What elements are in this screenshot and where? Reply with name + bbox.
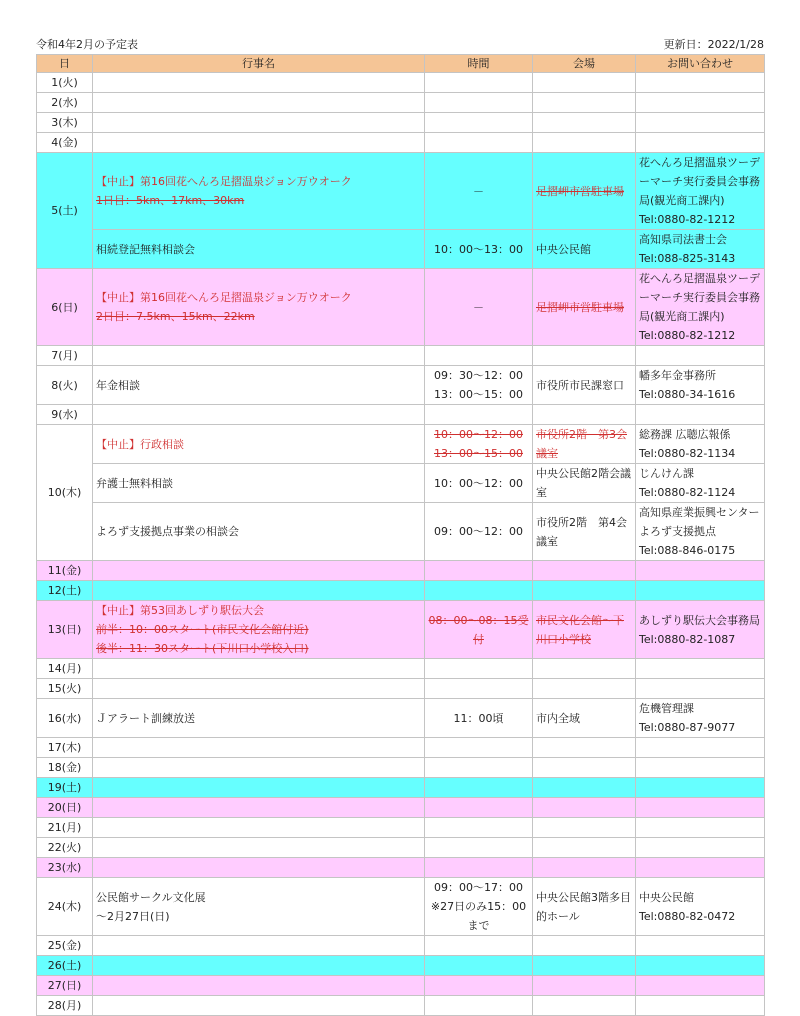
day-cell: 20(日)	[37, 798, 93, 818]
contact-cell	[636, 798, 765, 818]
updated-date: 更新日：2022/1/28	[663, 38, 764, 51]
top-bar	[36, 38, 764, 52]
day-cell: 25(金)	[37, 936, 93, 956]
time-cell: －	[425, 153, 533, 230]
table-row	[37, 153, 765, 230]
venue-cell: 市内全域	[533, 699, 636, 738]
day-cell: 4(金)	[37, 133, 93, 153]
time-line: 13：00～15：00	[434, 447, 523, 460]
time-cell	[425, 936, 533, 956]
time-cell	[425, 405, 533, 425]
day-cell: 24(木)	[37, 878, 93, 936]
day-cell: 16(水)	[37, 699, 93, 738]
contact-org: 高知県産業振興センターよろず支援拠点	[639, 506, 760, 538]
table-row	[37, 269, 765, 346]
table-row	[37, 778, 765, 798]
time-line: 09：00～17：00	[434, 881, 523, 894]
event-cell	[93, 601, 425, 659]
venue-cell: 中央公民館	[533, 230, 636, 269]
day-cell: 3(木)	[37, 113, 93, 133]
venue-cell	[533, 936, 636, 956]
event-cell	[93, 659, 425, 679]
contact-tel: Tel:0880-82-1212	[639, 329, 736, 342]
event-cell	[93, 679, 425, 699]
event-cell	[93, 858, 425, 878]
venue-cell	[533, 858, 636, 878]
contact-org: じんけん課	[639, 467, 694, 480]
contact-cell	[636, 405, 765, 425]
contact-tel: Tel:0880-82-0472	[639, 909, 736, 923]
table-row	[37, 561, 765, 581]
time-line: 10：00～12：00	[434, 428, 523, 441]
table-row	[37, 133, 765, 153]
venue-cell: 市役所市民課窓口	[533, 366, 636, 405]
contact-cell	[636, 758, 765, 778]
page-title: 令和4年2月の予定表	[36, 38, 138, 51]
day-cell: 15(火)	[37, 679, 93, 699]
time-cell	[425, 561, 533, 581]
venue-cell	[533, 976, 636, 996]
header-day: 日	[37, 55, 93, 73]
day-cell: 12(土)	[37, 581, 93, 601]
event-cell	[93, 153, 425, 230]
contact-org: あしずり駅伝大会事務局	[639, 613, 760, 627]
time-note: ※27日のみ15：00まで	[430, 900, 527, 932]
day-cell: 10(木)	[37, 425, 93, 561]
time-line: 09：30～12：00	[434, 369, 523, 382]
contact-cell	[636, 113, 765, 133]
time-cell	[425, 838, 533, 858]
event-cell	[93, 581, 425, 601]
venue-cell	[533, 405, 636, 425]
table-row	[37, 738, 765, 758]
venue-text: 市民文化会館～下川口小学校	[536, 613, 624, 646]
event-cell: よろず支援拠点事業の相談会	[93, 503, 425, 561]
contact-cell	[636, 366, 765, 405]
time-text: 08：00～08：15受付	[428, 613, 529, 646]
venue-cell	[533, 425, 636, 464]
table-row	[37, 818, 765, 838]
time-cell	[425, 758, 533, 778]
day-cell: 19(土)	[37, 778, 93, 798]
day-cell: 23(水)	[37, 858, 93, 878]
time-cell	[425, 679, 533, 699]
venue-cell	[533, 73, 636, 93]
venue-cell	[533, 561, 636, 581]
venue-cell	[533, 798, 636, 818]
venue-cell	[533, 269, 636, 346]
contact-tel: Tel:0880-87-9077	[639, 721, 736, 734]
venue-cell	[533, 581, 636, 601]
event-period: ～2月27日(日)	[96, 909, 170, 923]
event-cell	[93, 346, 425, 366]
table-row	[37, 346, 765, 366]
time-cell	[425, 581, 533, 601]
header-time: 時間	[425, 55, 533, 73]
day-cell: 17(木)	[37, 738, 93, 758]
table-header-row	[37, 55, 765, 73]
time-cell: －	[425, 269, 533, 346]
event-detail: 2日目：7.5km、15km、22km	[96, 310, 255, 323]
table-row	[37, 956, 765, 976]
venue-cell	[533, 738, 636, 758]
time-cell	[425, 858, 533, 878]
table-row	[37, 405, 765, 425]
event-cell	[93, 996, 425, 1016]
contact-tel: Tel:0880-82-1212	[639, 213, 736, 226]
time-cell	[425, 738, 533, 758]
contact-org: 総務課 広聴広報係	[639, 428, 731, 441]
venue-cell	[533, 153, 636, 230]
contact-cell	[636, 133, 765, 153]
day-cell: 13(日)	[37, 601, 93, 659]
day-cell: 9(水)	[37, 405, 93, 425]
time-cell: 10：00～12：00	[425, 464, 533, 503]
event-cell	[93, 269, 425, 346]
day-cell: 6(日)	[37, 269, 93, 346]
event-cell: 弁護士無料相談	[93, 464, 425, 503]
day-cell: 11(金)	[37, 561, 93, 581]
day-cell: 8(火)	[37, 366, 93, 405]
time-cell	[425, 659, 533, 679]
contact-cell	[636, 659, 765, 679]
day-cell: 22(火)	[37, 838, 93, 858]
table-row	[37, 838, 765, 858]
venue-cell	[533, 996, 636, 1016]
table-row	[37, 503, 765, 561]
event-cell	[93, 818, 425, 838]
time-cell: 09：00～12：00	[425, 503, 533, 561]
venue-cell	[533, 346, 636, 366]
event-cell	[93, 93, 425, 113]
event-name: 【中止】行政相談	[96, 437, 184, 451]
day-cell: 18(金)	[37, 758, 93, 778]
event-name: 公民館サークル文化展	[96, 890, 206, 904]
venue-cell: 中央公民館2階会議室	[533, 464, 636, 503]
schedule-table	[36, 54, 765, 1016]
time-cell	[425, 956, 533, 976]
event-cell	[93, 878, 425, 936]
contact-cell	[636, 679, 765, 699]
table-row	[37, 679, 765, 699]
contact-tel: Tel:088-825-3143	[639, 252, 736, 265]
event-cell	[93, 758, 425, 778]
table-row	[37, 366, 765, 405]
table-row	[37, 996, 765, 1016]
table-row	[37, 73, 765, 93]
contact-cell	[636, 858, 765, 878]
time-cell	[425, 996, 533, 1016]
time-cell	[425, 798, 533, 818]
event-cell: Ｊアラート訓練放送	[93, 699, 425, 738]
venue-text: 足摺岬市営駐車場	[536, 300, 624, 314]
contact-cell	[636, 996, 765, 1016]
time-cell	[425, 778, 533, 798]
table-row	[37, 659, 765, 679]
event-cell	[93, 561, 425, 581]
event-cell	[93, 405, 425, 425]
event-name: 【中止】第16回花へんろ足摺温泉ジョン万ウオーク	[96, 175, 352, 188]
table-row	[37, 93, 765, 113]
event-name: 【中止】第53回あしずり駅伝大会	[96, 604, 264, 617]
table-row	[37, 601, 765, 659]
day-cell: 5(土)	[37, 153, 93, 269]
event-cell	[93, 73, 425, 93]
day-cell: 28(月)	[37, 996, 93, 1016]
day-cell: 1(火)	[37, 73, 93, 93]
contact-tel: Tel:088-846-0175	[639, 544, 736, 557]
venue-cell	[533, 758, 636, 778]
event-cell	[93, 133, 425, 153]
day-cell: 7(月)	[37, 346, 93, 366]
time-line: 13：00～15：00	[434, 388, 523, 401]
venue-text: 足摺岬市営駐車場	[536, 184, 624, 198]
event-cell	[93, 936, 425, 956]
event-cell	[93, 425, 425, 464]
contact-org: 花へんろ足摺温泉ツーデーマーチ実行委員会事務局(観光商工課内)	[639, 272, 760, 323]
event-cell	[93, 838, 425, 858]
contact-cell	[636, 878, 765, 936]
contact-org: 中央公民館	[639, 890, 694, 904]
event-detail: 後半：11：30スタート(下川口小学校入口)	[96, 642, 309, 655]
contact-cell	[636, 73, 765, 93]
table-row	[37, 858, 765, 878]
venue-cell	[533, 778, 636, 798]
contact-cell	[636, 464, 765, 503]
contact-cell	[636, 425, 765, 464]
contact-cell	[636, 956, 765, 976]
time-cell: 10：00～13：00	[425, 230, 533, 269]
header-contact: お問い合わせ	[636, 55, 765, 73]
venue-cell	[533, 113, 636, 133]
contact-tel: Tel:0880-82-1134	[639, 447, 736, 460]
event-cell	[93, 976, 425, 996]
day-cell: 26(土)	[37, 956, 93, 976]
venue-cell	[533, 838, 636, 858]
time-cell	[425, 346, 533, 366]
venue-cell	[533, 601, 636, 659]
table-row	[37, 878, 765, 936]
contact-cell	[636, 601, 765, 659]
venue-cell	[533, 818, 636, 838]
contact-cell	[636, 561, 765, 581]
contact-org: 幡多年金事務所	[639, 369, 716, 382]
contact-cell	[636, 838, 765, 858]
time-cell	[425, 601, 533, 659]
contact-cell	[636, 503, 765, 561]
contact-cell	[636, 153, 765, 230]
venue-cell	[533, 93, 636, 113]
contact-cell	[636, 269, 765, 346]
contact-tel: Tel:0880-34-1616	[639, 388, 736, 401]
contact-cell	[636, 936, 765, 956]
header-venue: 会場	[533, 55, 636, 73]
event-name: 【中止】第16回花へんろ足摺温泉ジョン万ウオーク	[96, 291, 352, 304]
contact-cell	[636, 346, 765, 366]
venue-cell	[533, 133, 636, 153]
event-detail: 前半：10：00スタート(市民文化会館付近)	[96, 623, 309, 636]
venue-cell	[533, 679, 636, 699]
venue-cell	[533, 659, 636, 679]
contact-org: 花へんろ足摺温泉ツーデーマーチ実行委員会事務局(観光商工課内)	[639, 156, 760, 207]
event-cell	[93, 798, 425, 818]
header-event: 行事名	[93, 55, 425, 73]
time-cell	[425, 425, 533, 464]
time-cell	[425, 818, 533, 838]
contact-cell	[636, 93, 765, 113]
day-cell: 14(月)	[37, 659, 93, 679]
time-cell	[425, 93, 533, 113]
time-cell	[425, 976, 533, 996]
contact-org: 危機管理課	[639, 702, 694, 715]
event-cell	[93, 956, 425, 976]
time-cell	[425, 113, 533, 133]
event-cell: 年金相談	[93, 366, 425, 405]
contact-cell	[636, 230, 765, 269]
time-cell: 11：00頃	[425, 699, 533, 738]
table-row	[37, 113, 765, 133]
table-row	[37, 464, 765, 503]
table-row	[37, 425, 765, 464]
table-row	[37, 758, 765, 778]
day-cell: 27(日)	[37, 976, 93, 996]
event-detail: 1日目：5km、17km、30km	[96, 194, 245, 207]
contact-cell	[636, 699, 765, 738]
event-cell: 相続登記無料相談会	[93, 230, 425, 269]
table-row	[37, 798, 765, 818]
time-cell	[425, 133, 533, 153]
table-row	[37, 936, 765, 956]
contact-cell	[636, 581, 765, 601]
time-cell	[425, 73, 533, 93]
contact-org: 高知県司法書士会	[639, 233, 727, 246]
time-cell	[425, 366, 533, 405]
venue-cell: 市役所2階 第4会議室	[533, 503, 636, 561]
venue-cell: 中央公民館3階多目的ホール	[533, 878, 636, 936]
table-row	[37, 976, 765, 996]
contact-tel: Tel:0880-82-1087	[639, 632, 736, 646]
contact-cell	[636, 818, 765, 838]
contact-tel: Tel:0880-82-1124	[639, 486, 736, 499]
event-cell	[93, 738, 425, 758]
contact-cell	[636, 976, 765, 996]
table-row	[37, 230, 765, 269]
venue-text: 市役所2階 第3会議室	[536, 428, 627, 460]
event-cell	[93, 778, 425, 798]
event-cell	[93, 113, 425, 133]
contact-cell	[636, 778, 765, 798]
venue-cell	[533, 956, 636, 976]
table-row	[37, 699, 765, 738]
contact-cell	[636, 738, 765, 758]
day-cell: 2(水)	[37, 93, 93, 113]
day-cell: 21(月)	[37, 818, 93, 838]
table-row	[37, 581, 765, 601]
time-cell	[425, 878, 533, 936]
